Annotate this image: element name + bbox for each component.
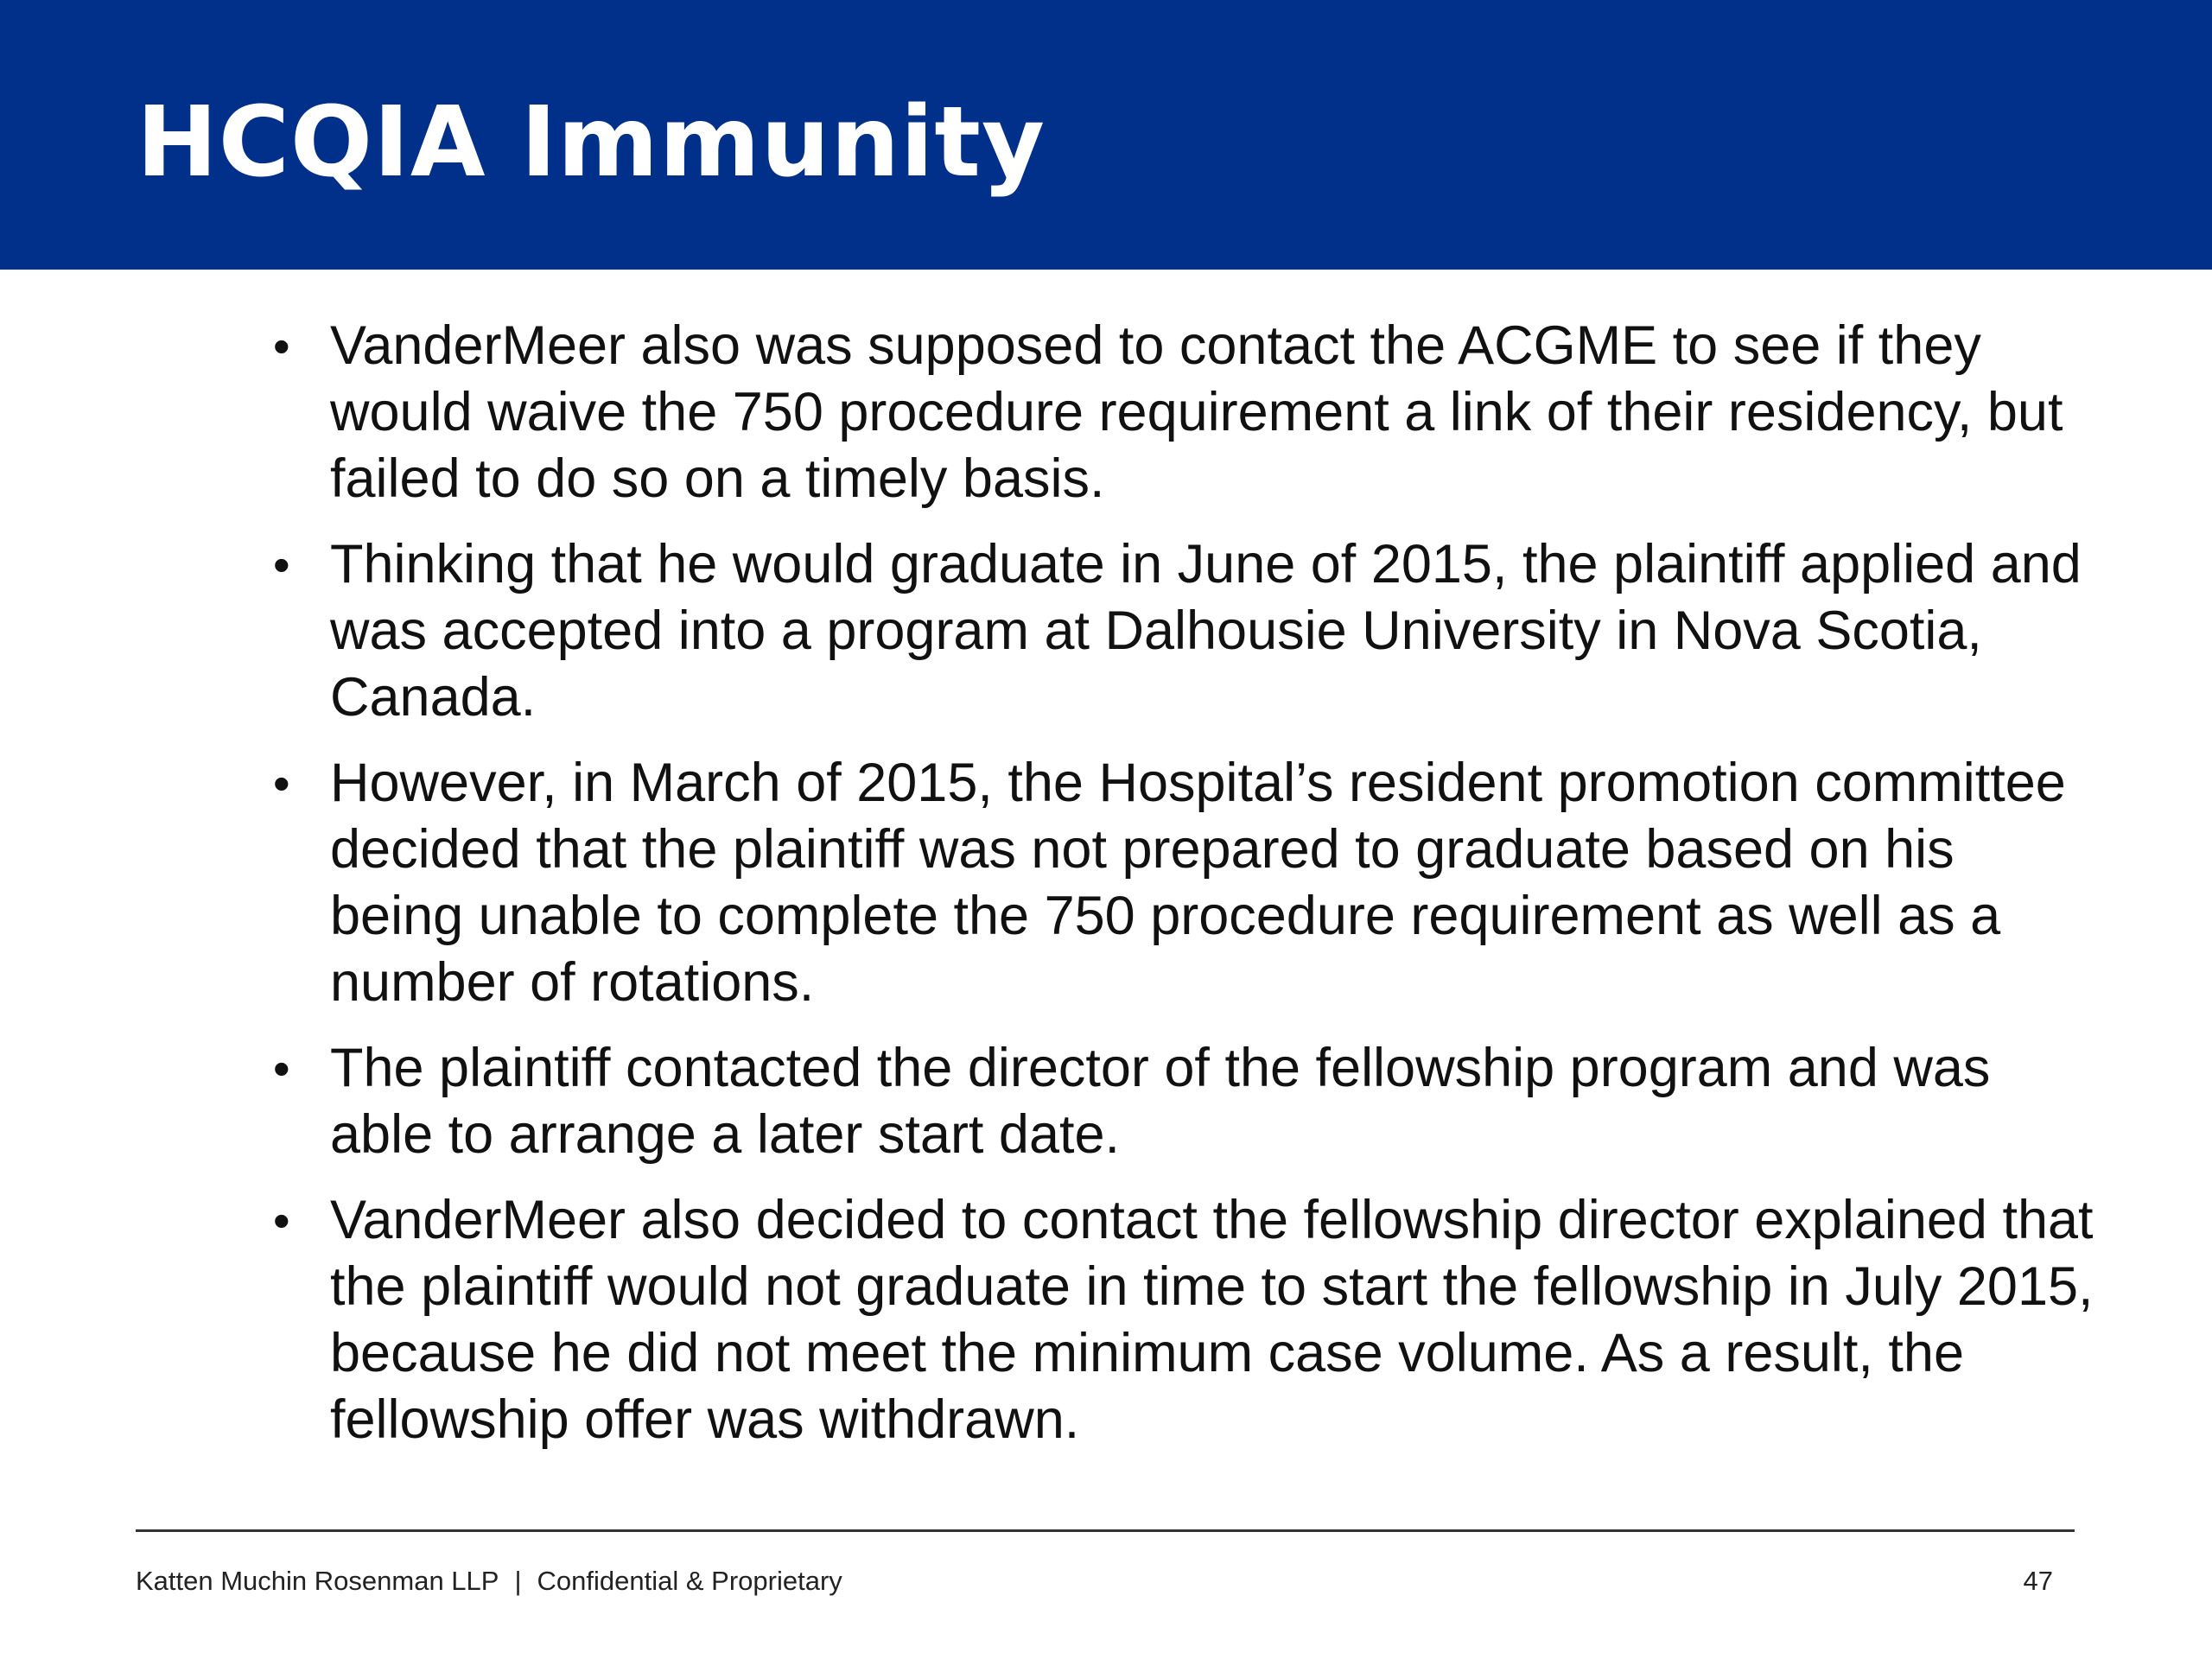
bullet-item: [268, 1187, 2100, 1453]
bullet-text: The plaintiff contacted the director of the fellowship program and was able to arrange a later start date.: [330, 1038, 1991, 1165]
bullet-item: [268, 531, 2100, 731]
bullet-item: [268, 750, 2100, 1016]
footer-firm-name: Katten Muchin Rosenman LLP: [136, 1566, 499, 1596]
footer-confidential-label: Confidential & Proprietary: [537, 1566, 842, 1596]
bullet-dot-icon: •: [273, 756, 290, 810]
bullet-list: [268, 313, 2100, 1472]
bullet-item: [268, 313, 2100, 512]
footer-divider: [136, 1529, 2075, 1532]
bullet-text: Thinking that he would graduate in June of 2015, the plaintiff applied and was accepted into a program at Dalhousie University in Nova Scotia, Canada.: [330, 534, 2082, 728]
bullet-text: VanderMeer also was supposed to contact the ACGME to see if they would waive the 750 procedure requirement a link of their residency, but failed to do so on a timely basis.: [330, 315, 2063, 509]
bullet-text: However, in March of 2015, the Hospital’s resident promotion committee decided that the plaintiff was not prepared to graduate based on his being unable to complete the 750 procedure requirement as well as a number of rotations.: [330, 753, 2066, 1013]
bullet-dot-icon: •: [273, 1193, 290, 1248]
bullet-text: VanderMeer also decided to contact the fellowship director explained that the plaintiff would not graduate in time to start the fellowship in July 2015, because he did not meet the minimum case volume. As a result, the fellowship offer was withdrawn.: [330, 1190, 2094, 1450]
page-number: 47: [2023, 1566, 2053, 1596]
bullet-dot-icon: •: [273, 1041, 290, 1096]
bullet-item: [268, 1035, 2100, 1168]
footer-text: [136, 1564, 842, 1599]
header-band: [0, 0, 2212, 270]
slide-title: HCQIA Immunity: [137, 86, 1046, 199]
bullet-dot-icon: •: [273, 537, 290, 592]
bullet-dot-icon: •: [273, 319, 290, 373]
footer-separator: |: [514, 1566, 522, 1596]
